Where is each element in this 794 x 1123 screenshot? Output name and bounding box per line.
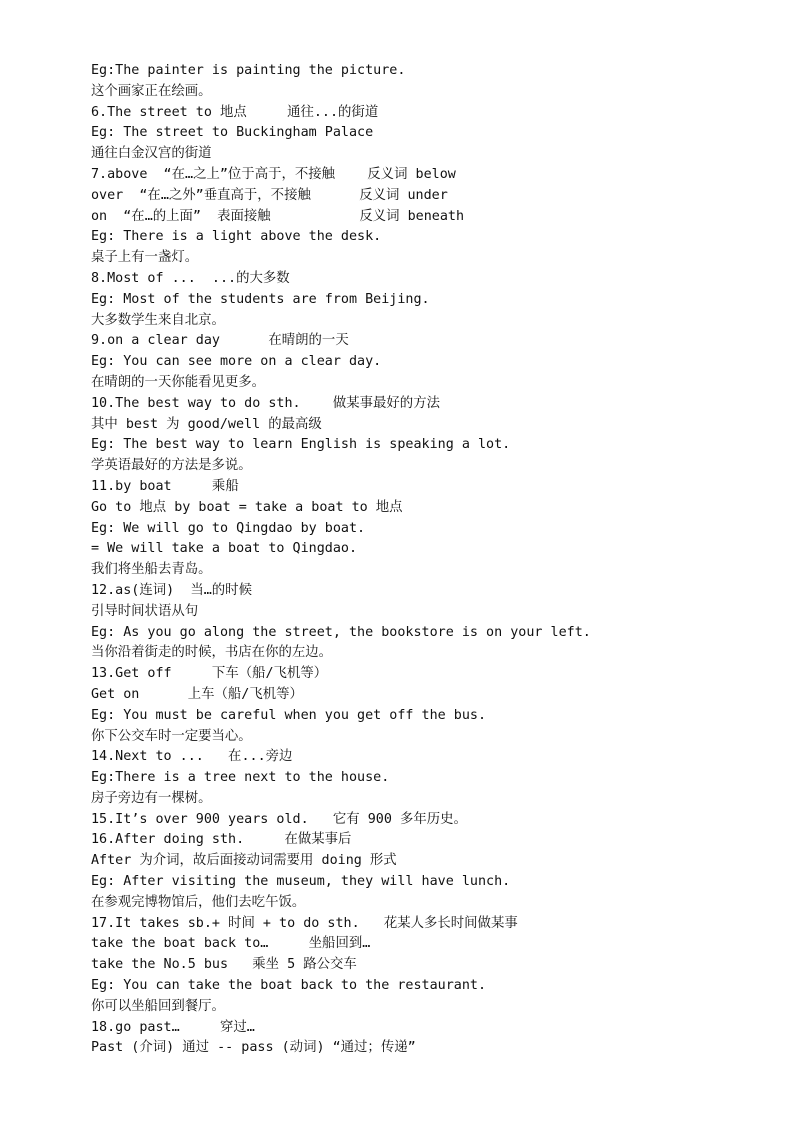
text-line: 17.It takes sb.+ 时间 + to do sth. 花某人多长时间做某事: [91, 915, 518, 931]
text-line: 在晴朗的一天你能看见更多。: [91, 374, 266, 390]
text-line: 7.above “在…之上”位于高于，不接触 反义词 below: [91, 166, 456, 182]
text-line: 桌子上有一盏灯。: [91, 250, 199, 266]
text-line: take the boat back to… 坐船回到…: [91, 936, 371, 952]
text-line: Eg: We will go to Qingdao by boat.: [91, 520, 366, 536]
text-line: 8.Most of ... ...的大多数: [91, 270, 290, 286]
text-line: 你可以坐船回到餐厅。: [91, 998, 225, 1014]
text-line: After 为介词，故后面接动词需要用 doing 形式: [91, 853, 397, 869]
text-line: 10.The best way to do sth. 做某事最好的方法: [91, 395, 440, 411]
text-line: 学英语最好的方法是多说。: [91, 458, 252, 474]
text-line: 11.by boat 乘船: [91, 478, 239, 494]
text-line: 13.Get off 下车（船/飞机等）: [91, 666, 328, 682]
text-line: Eg:The painter is painting the picture.: [91, 63, 406, 78]
text-line: Eg: The best way to learn English is speaking a lot.: [91, 437, 511, 453]
text-line: 我们将坐船去青岛。: [91, 562, 212, 578]
text-line: Eg: There is a light above the desk.: [91, 229, 382, 245]
text-line: Past (介词) 通过 -- pass (动词) “通过；传递”: [91, 1040, 416, 1056]
text-line: Get on 上车（船/飞机等）: [91, 686, 303, 702]
text-line: 12.as(连词) 当…的时候: [91, 582, 252, 598]
text-line: 其中 best 为 good/well 的最高级: [91, 416, 322, 432]
text-line: 在参观完博物馆后，他们去吃午饭。: [91, 894, 306, 910]
text-line: Eg: As you go along the street, the bookstore is on your left.: [91, 624, 591, 640]
text-line: 通往白金汉宫的街道: [91, 146, 212, 162]
text-line: Eg: You must be careful when you get off the bus.: [91, 707, 487, 723]
text-line: Eg: Most of the students are from Beijing.: [91, 291, 430, 307]
text-line: 18.go past… 穿过…: [91, 1019, 255, 1035]
text-line: 这个画家正在绘画。: [91, 83, 212, 99]
text-line: = We will take a boat to Qingdao.: [91, 541, 358, 557]
text-line: 房子旁边有一棵树。: [91, 790, 212, 806]
text-line: 引导时间状语从句: [91, 603, 199, 619]
text-line: take the No.5 bus 乘坐 5 路公交车: [91, 957, 357, 973]
text-line: 你下公交车时一定要当心。: [91, 728, 252, 744]
text-line: 大多数学生来自北京。: [91, 312, 225, 328]
text-line: 6.The street to 地点 通往...的街道: [91, 104, 379, 120]
text-line: Eg: The street to Buckingham Palace: [91, 125, 374, 141]
text-line: Eg: You can take the boat back to the restaurant.: [91, 978, 487, 994]
text-line: 14.Next to ... 在...旁边: [91, 749, 293, 765]
text-line: Go to 地点 by boat = take a boat to 地点: [91, 499, 403, 515]
text-line: on “在…的上面” 表面接触 反义词 beneath: [91, 208, 465, 224]
text-line: 9.on a clear day 在晴朗的一天: [91, 333, 349, 349]
document-page: [91, 61, 771, 1059]
text-line: Eg: You can see more on a clear day.: [91, 354, 382, 370]
text-line: 当你沿着街走的时候，书店在你的左边。: [91, 645, 333, 661]
text-line: Eg: After visiting the museum, they will have lunch.: [91, 874, 511, 890]
text-line: Eg:There is a tree next to the house.: [91, 770, 390, 786]
text-line: 16.After doing sth. 在做某事后: [91, 832, 352, 848]
text-line: over “在…之外”垂直高于，不接触 反义词 under: [91, 187, 448, 203]
text-line: 15.It’s over 900 years old. 它有 900 多年历史。: [91, 811, 467, 827]
